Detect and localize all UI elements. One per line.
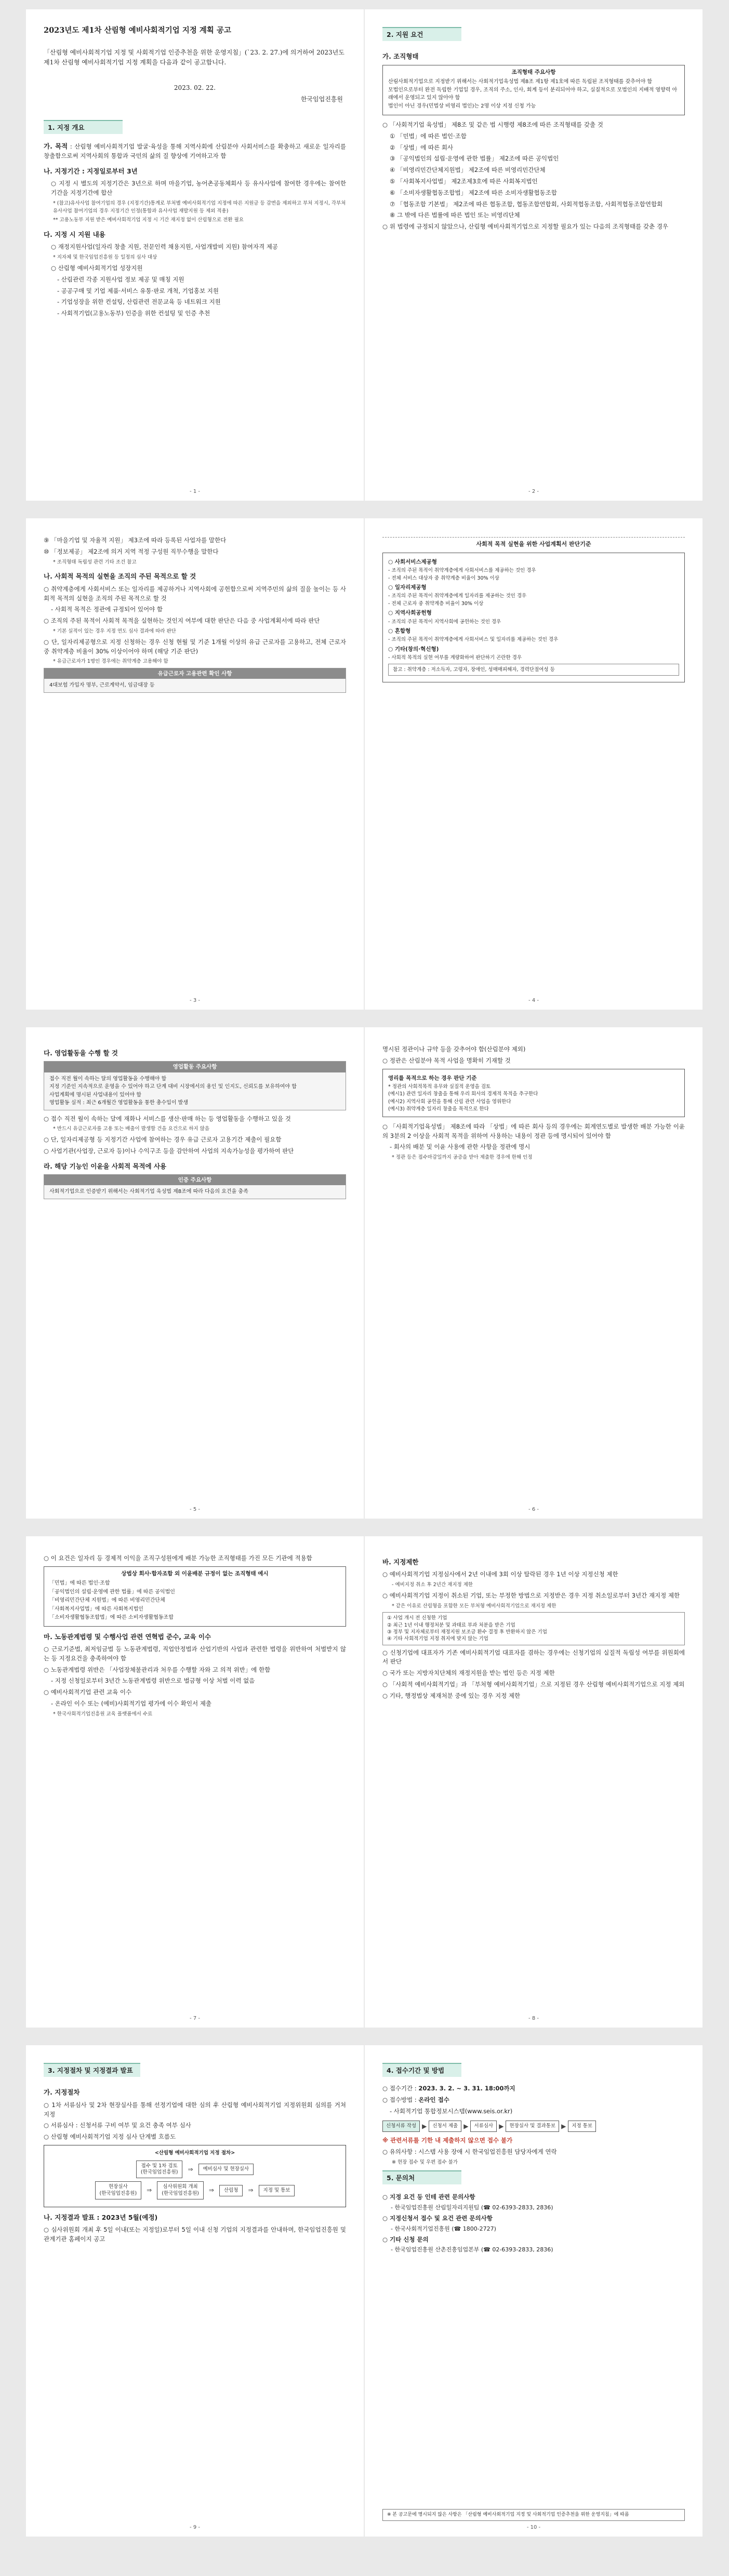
box-item: 「사회복지사업법」에 따른 사회복지법인	[49, 1606, 143, 1612]
note: * 기본 실적이 있는 경우 지정 연도 심사 결과에 따라 판단	[53, 628, 176, 634]
list-item: ④ 「비영리민간단체지원법」 제2조에 따른 비영리민간단체	[390, 166, 546, 174]
box-item: 「공익법인의 설립·운영에 관한 법률」에 따른 공익법인	[49, 1589, 175, 1595]
box-item: 「민법」에 따른 법인·조합	[49, 1580, 110, 1587]
paragraph: ○ 예비사회적기업 지정이 취소된 기업, 또는 부정한 방법으로 지정받은 경우 지정 취소일로부터 3년간 재지정 제한	[382, 1591, 680, 1599]
page-10	[365, 2045, 703, 2537]
gray-box-item: 사회적기업으로 인증받기 위해서는 사회적기업 육성법 제8조에 따라 다음의 요건을 충족	[49, 1189, 248, 1195]
paragraph: ○ 조직의 주된 목적이 사회적 목적을 실현하는 것인지 여부에 대한 판단은 다음 중 사업계획서에 따라 판단	[44, 617, 320, 625]
arrow-right-icon: ▶	[463, 2122, 469, 2130]
page-number: - 6 -	[528, 1506, 539, 1512]
diagram-step: 심사위원회 개최 (한국임업진흥원)	[157, 2181, 204, 2199]
restriction-item: ① 사업 개시 전 신청한 기업	[387, 1615, 447, 1621]
page-number: - 9 -	[190, 2524, 200, 2530]
contact-list	[382, 2193, 685, 2255]
info-box	[382, 65, 685, 115]
subheading: 바. 지정제한	[382, 1558, 419, 1566]
purpose-text: : 산림형 예비사회적기업 발굴·육성을 통해 지역사회에 산림분야 사회서비스를 확충하고 새로운 일자리를 창출함으로써 지역사회의 통합과 국민의 삶의 질 향상에 기여하고자 함	[44, 143, 346, 160]
flow-step: 신청서 제출	[429, 2121, 461, 2132]
criteria-text: - 사회적 목적의 실현 여부를 계량화하여 판단하기 곤란한 경우	[388, 655, 522, 661]
paragraph: ○ 1차 서류심사 및 2차 현장실사를 통해 선정기업에 대한 심의 후 산림형 예비사회적기업 지정위원회 심의를 거쳐 지정	[44, 2101, 346, 2118]
paragraph: ○ 신청기업에 대표자가 기존 예비사회적기업 대표자를 겸하는 경우에는 신청기업의 실질적 독립성 여부를 위원회에서 판단	[382, 1648, 685, 1666]
page-number: - 10 -	[526, 2524, 541, 2530]
paragraph: ○ 산림형 예비사회적기업 지정 심사 단계별 흐름도	[44, 2133, 176, 2141]
diagram-step: 지정 및 통보	[259, 2185, 295, 2196]
flow-step: 신청서류 작성	[382, 2121, 420, 2132]
contact-value: - 한국사회적기업진흥원 (☎ 1800-2727)	[391, 2225, 496, 2232]
note: * (참고)유사사업 참여기업의 경우 (지정기간)통계로 부처별 예비사회적기업 지정에 따른 지원금 등 감면을 제외하고 부처 지정시, 각부처 유사사업 참여기업의 경우 지정기간 인정(통합과 유사사업 재발지원 등 제외 적용)	[53, 200, 346, 214]
issuing-org: 한국임업진흥원	[300, 96, 343, 103]
page-number: - 4 -	[528, 997, 539, 1003]
page-number: - 2 -	[528, 488, 539, 494]
page-7	[26, 1536, 364, 2028]
example-item: (예시2) 지역사회 공헌을 통해 산림 관련 사업을 영위한다	[388, 1098, 511, 1105]
paragraph: ○ 단, 일자리제공형 등 지정기간 사업에 참여하는 경우 유급 근로자 고용기간 제출이 필요함	[44, 1136, 282, 1144]
arrow-right-icon: ⇒	[147, 2186, 152, 2194]
paragraph: ⑨ 「마을기업 및 자율적 지원」 제3조에 따라 등록된 사업자를 말한다	[44, 536, 227, 544]
paragraph: - 사회적 목적은 정관에 규정되어 있어야 함	[51, 606, 163, 613]
arrow-right-icon: ⇒	[248, 2186, 254, 2194]
restriction-box	[382, 1612, 685, 1645]
note: ※ 현장 접수 및 우편 접수 불가	[392, 2159, 458, 2165]
note: * 같은 이유로 산림형을 포함한 모든 부처형 예비사회적기업으로 재지정 제한	[392, 1603, 556, 1609]
box-title: 상법상 회사·합자조합 외 이윤배분 규정이 없는 조직형태 예시	[121, 1570, 269, 1577]
paragraph: ○ 예비사회적기업 관련 교육 이수	[44, 1688, 132, 1696]
paragraph: ○ 이 요건은 일자리 등 경제적 이익을 조직구성원에게 배분 가능한 조직형태를 가진 모든 기관에 적용함	[44, 1554, 312, 1562]
paragraph: ○ 기타, 행정법상 제재처분 중에 있는 경우 지정 제한	[382, 1692, 521, 1699]
example-box	[382, 1069, 685, 1117]
gray-box	[44, 1061, 346, 1110]
section-heading: 5. 문의처	[382, 2170, 461, 2184]
section-heading: 1. 지정 개요	[44, 120, 123, 134]
example-item: (예시3) 취약계층 일자리 창출을 목적으로 한다	[388, 1106, 489, 1112]
list-item: ② 「상법」에 따른 회사	[390, 143, 454, 151]
paragraph: ○ 근로기준법, 최저임금법 등 노동관계법령, 직업안정법과 산업기반의 사업과 관련한 법령을 위반하여 처벌받지 않는 등 지정요건을 충족하여야 함	[44, 1645, 346, 1662]
criteria-heading: 사회적 목적 실현을 위한 사업계획서 판단기준	[382, 537, 685, 548]
subheading: 가. 목적	[44, 142, 68, 151]
subheading: 나. 사회적 목적의 실현을 조직의 주된 목적으로 할 것	[44, 572, 196, 581]
section-heading: 2. 지원 요건	[382, 27, 461, 41]
diagram-step: 접수 및 1차 검토 (한국임업진흥원)	[136, 2161, 183, 2179]
paragraph: ○ 심사위원회 개최 후 5일 이내(또는 지정일)로부터 5일 이내 신청 기업의 지정결과를 안내하며, 한국임업진흥원 및 관계기관 홈페이지 공고	[44, 2226, 346, 2243]
list-item: - 사회적기업(고용노동부) 인증을 위한 컨설팅 및 인증 추천	[57, 310, 210, 317]
subheading: 라. 해당 기능인 이윤을 사회적 목적에 사용	[44, 1162, 167, 1170]
paragraph: ○ 서류심사 : 신청서류 구비 여부 및 요건 충족 여부 심사	[44, 2122, 191, 2129]
document-title: 2023년도 제1차 산림형 예비사회적기업 지정 계획 공고	[44, 26, 231, 35]
paragraph: ○ 취약계층에게 사회서비스 또는 일자리를 제공하거나 지역사회에 공헌함으로써 지역주민의 삶의 질을 높이는 등 사회적 목적의 실현을 조직의 주된 목적으로 할 것	[44, 585, 346, 602]
subheading: 가. 조직형태	[382, 52, 419, 61]
subheading: 나. 지정결과 발표 : 2023년 5월(예정)	[44, 2213, 158, 2222]
subheading: 나. 지정기간 : 지정일로부터 3년	[44, 167, 138, 175]
box-item: 산림사회적기업으로 지정받기 위해서는 사회적기업육성법 제8조 제1항 제1호에 따른 독립된 조직형태를 갖추어야 함	[388, 78, 653, 85]
criteria-text: - 조직의 주된 목적이 취약계층에게 사회서비스 및 일자리를 제공하는 것인 경우	[388, 637, 559, 643]
arrow-right-icon: ▶	[422, 2122, 427, 2130]
box-heading: 영리를 목적으로 하는 경우 판단 기준	[388, 1075, 477, 1081]
notice-date: 2023. 02. 22.	[174, 84, 216, 91]
paragraph: ○ 「사회적기업육성법」 제8조에 따라 「상법」에 따른 회사 등의 경우에는 회계연도별로 발생한 배분 가능한 이윤의 3분의 2 이상을 사회적 목적을 위하여 사용하는 내용이 정관 등에 명시되어 있어야 함	[382, 1122, 685, 1139]
gray-box-item: 사업계획에 명시된 사업내용이 있어야 함	[49, 1092, 141, 1098]
page-3	[26, 518, 364, 1010]
flow-step: 지정 통보	[568, 2121, 596, 2132]
gray-box	[44, 668, 346, 693]
box-item: 「소비자생활협동조합법」에 따른 소비자생활협동조합	[49, 1615, 174, 1621]
page-9	[26, 2045, 364, 2537]
section-heading: 4. 접수기간 및 방법	[382, 2063, 461, 2077]
list-item: - 기업성장을 위한 컨설팅, 산림관련 전문교육 등 네트워크 지원	[57, 298, 221, 306]
criteria-type: ○ 지역사회공헌형	[388, 610, 432, 616]
note: * 조직형태 독립성 관련 기타 조건 참고	[53, 559, 137, 565]
paragraph: ○ 정관은 산림분야 목적 사업을 명확히 기재할 것	[382, 1056, 511, 1064]
diagram-title: <산림형 예비사회적기업 지정 절차>	[154, 2150, 235, 2156]
subheading: 가. 지정절차	[44, 2088, 80, 2097]
paragraph: - 회사의 배분 및 이윤 사용에 관한 사항을 정관에 명시	[390, 1143, 531, 1151]
page-number: - 1 -	[190, 488, 200, 494]
flow-step: 서류심사	[470, 2121, 497, 2132]
note: * 유급근로자가 1명인 경우에는 취약계층 고용해야 함	[53, 659, 168, 665]
paragraph: ○ 산림형 예비사회적기업 성장지원	[51, 264, 143, 272]
paragraph: ○ 지정 시 별도의 지정기간은 3년으로 하며 마을기업, 농어촌공동체회사 등 유사사업에 참여한 경우에는 참여한 기간을 지정기간에 합산	[51, 180, 346, 197]
list-item: ⑤ 「사회복지사업법」 제2조제3호에 따른 사회복지법인	[390, 178, 538, 185]
warning-text: ※ 관련서류를 기한 내 제출하지 않으면 접수 불가	[382, 2137, 513, 2144]
paragraph: ○ 위 법령에 규정되지 않았으나, 산림형 예비사회적기업으로 지정할 필요가 있는 다음의 조직형태를 갖춘 경우	[382, 223, 669, 231]
list-item: ① 「민법」에 따른 법인·조합	[390, 132, 467, 140]
diagram-step: 예비심사 및 현장실사	[198, 2164, 254, 2175]
box-item: 「비영리민간단체 지원법」에 따른 비영리민간단체	[49, 1598, 165, 1604]
criteria-text: - 조직의 주된 목적이 지역사회에 공헌하는 것인 경우	[388, 619, 501, 625]
criteria-text: - 조직의 주된 목적이 취약계층에게 사회서비스를 제공하는 것인 경우	[388, 568, 536, 574]
gray-box-title: 인증 주요사항	[44, 1175, 346, 1185]
criteria-box	[382, 553, 685, 682]
criteria-type: ○ 사회서비스제공형	[388, 559, 437, 566]
note: * 정관 등은 접수마감일까지 공증을 받아 제출한 경우에 한해 인정	[392, 1155, 533, 1161]
page-number: - 8 -	[528, 2015, 539, 2021]
arrow-right-icon: ⇒	[188, 2165, 193, 2173]
arrow-right-icon: ▶	[561, 2122, 566, 2130]
gray-box-title: 영업활동 주요사항	[44, 1062, 346, 1072]
subheading: 다. 영업활동을 수행 할 것	[44, 1049, 118, 1057]
label: ○ 접수기간 :	[382, 2085, 417, 2092]
note: * 반드시 유급근로자를 고용 또는 배출이 발생할 건을 요건으로 하지 않음	[53, 1126, 210, 1132]
gray-box-title: 유급근로자 고용관련 확인 사항	[44, 668, 346, 679]
arrow-right-icon: ⇒	[208, 2186, 214, 2194]
footer-note: ※ 본 공고문에 명시되지 않은 사항은 「산림형 예비사회적기업 지정 및 사회적기업 인증추천을 위한 운영지침」에 따름	[382, 2509, 685, 2521]
list-item: ③ 「공익법인의 설립·운영에 관한 법률」 제2조에 따른 공익법인	[390, 155, 559, 163]
label: ○ 접수방법 :	[382, 2096, 417, 2104]
paragraph: ○ 국가 또는 지방자치단체의 재정지원을 받는 법인 등은 지정 제한	[382, 1669, 555, 1677]
note: ** 고용노동부 지원 받은 예비사회적기업 지정 시 기간 재지정 없이 산림형으로 전환 필요	[53, 217, 244, 223]
paragraph: - 사회적기업 통합정보시스템(www.seis.or.kr)	[390, 2108, 513, 2115]
page-4	[365, 518, 703, 1010]
note: * 한국사회적기업진흥원 교육 플랫폼에서 수료	[53, 1711, 153, 1717]
paragraph: - 지정 신청일로부터 3년간 노동관계법령 위반으로 벌금형 이상 처벌 이력 없음	[51, 1677, 255, 1685]
paragraph: ○ 단, 일자리제공형으로 지정 신청하는 경우 신청 현월 및 기준 1개월 이상의 유급 근로자를 고용하고, 전체 근로자 중 취약계층 비율이 30% 이상이어야 하며 (해당 기준 판단)	[44, 638, 346, 655]
note: * 지자체 및 한국임업진흥원 등 일정의 심사 대상	[53, 254, 157, 261]
example-item: (예시1) 관련 일자리 창출을 통해 우리 회사의 경제적 목적을 추구한다	[388, 1091, 538, 1097]
criteria-type: ○ 혼합형	[388, 628, 411, 635]
paragraph: ○ 「사회적기업 육성법」 제8조 및 같은 법 시행령 제8조에 따른 조직형태를 갖출 것	[382, 120, 603, 128]
contact-title: ○ 지정 요건 등 인테 관련 문의사항	[382, 2193, 475, 2201]
restriction-item: ② 최근 1년 이내 행정처분 및 과태료 부과 처분을 받은 기업	[387, 1622, 515, 1628]
diagram-step: 현장실사 (한국임업진흥원)	[95, 2181, 142, 2199]
section-heading: 3. 지정절차 및 지정결과 발표	[44, 2063, 140, 2077]
page-5	[26, 1027, 364, 1519]
list-item: - 산림관련 각종 지원사업 정보 제공 및 매칭 지원	[57, 275, 184, 283]
page-1	[26, 9, 364, 501]
list-item: ⑥ 「소비자생활협동조합법」 제2조에 따른 소비자생활협동조합	[390, 189, 557, 196]
list-item: ⑦ 「협동조합 기본법」 제2조에 따른 협동조합, 협동조합연합회, 사회적협동조합, 사회적협동조합연합회	[390, 200, 663, 208]
process-diagram	[44, 2145, 346, 2207]
criteria-text: - 전체 근로자 중 취약계층 비율이 30% 이상	[388, 600, 484, 607]
receipt-method: 온라인 접수	[418, 2096, 449, 2104]
gray-box	[44, 1174, 346, 1199]
gray-box-item: 4대보험 가입자 명부, 근로계약서, 임금대장 등	[49, 682, 155, 689]
page-6	[365, 1027, 703, 1519]
paragraph: ○ 재정지원사업(일자리 창출 지원, 전문인력 채용지원, 사업개발비 지원) 참여자격 제공	[51, 243, 278, 251]
box-item: 법인이 아닌 경우(민법상 비영리 법인)는 2명 이상 지정 신청 가능	[388, 103, 536, 110]
contact-title: ○ 기타 신청 문의	[382, 2235, 429, 2243]
arrow-right-icon: ▶	[499, 2122, 504, 2130]
restriction-item: ③ 정부 및 지자체로부터 재정지원 보조금 환수 결정 후 반환하지 않은 기업	[387, 1629, 547, 1635]
criteria-type: ○ 일자리제공형	[388, 584, 427, 591]
page-number: - 3 -	[190, 997, 200, 1003]
page-number: - 7 -	[190, 2015, 200, 2021]
gray-box-item: 지정 기준인 지속적으로 운영을 수 있어야 하고 단계 대비 시장에서의 용인 및 인지도, 신뢰도를 보유하여야 함	[49, 1084, 297, 1090]
receipt-period: 2023. 3. 2. ~ 3. 31. 18:00까지	[418, 2085, 515, 2092]
page-2	[365, 9, 703, 501]
paragraph: ○ 예비사회적기업 지정심사에서 2년 이내에 3회 이상 탈락된 경우 1년 이상 지정신청 제한	[382, 1571, 618, 1578]
diagram-step: 산림청	[219, 2185, 243, 2196]
paragraph: - 온라인 이수 또는 (예비)사회적기업 평가에 이수 확인서 제출	[51, 1699, 211, 1707]
criteria-text: - 조직의 주된 목적이 취약계층에게 일자리를 제공하는 것인 경우	[388, 593, 527, 599]
flow-step: 현장실사 및 결과통보	[506, 2121, 559, 2132]
paragraph: ⑩ 「정보제공」 제2조에 의거 지역 적정 구성원 직무수행을 말한다	[44, 547, 219, 555]
criteria-text: - 전체 서비스 대상자 중 취약계층 비율이 30% 이상	[388, 575, 499, 581]
list-item: ⑧ 그 밖에 다른 법률에 따른 법인 또는 비영리단체	[390, 211, 520, 219]
inset-note: 참고 : 취약계층 : 저소득자, 고령자, 장애인, 성매매피해자, 경력단절여성 등	[388, 664, 679, 676]
restriction-item: ④ 기타 사회적기업 지정 취지에 맞지 않는 기업	[387, 1636, 488, 1642]
subheading: 다. 지정 시 지원 내용	[44, 231, 105, 238]
info-box	[44, 1566, 346, 1627]
box-title: 조직형태 주요사항	[511, 69, 556, 75]
page-number: - 5 -	[190, 1506, 200, 1512]
box-note: * 정관의 사회적목적 유무와 실질적 운영을 검토	[388, 1083, 491, 1090]
box-item: 모법인으로부터 완전 독립한 기업일 경우, 조직의 주소, 인사, 회계 등이 분리되어야 하고, 실질적으로 모법인의 지배적 영향력 아래에서 운영되고 있지 않아야 함	[388, 87, 678, 101]
gray-box-item: 접수 직전 월이 속하는 달의 영업활동을 수행해야 함	[49, 1076, 167, 1082]
paragraph: ○ 「사회적 예비사회적기업」과 「부처형 예비사회적기업」으로 지정된 경우 산림형 예비사회적기업으로 지정 제외	[382, 1681, 685, 1688]
paragraph: ○ 사업기관(사업장, 근로자 등)이나 수익구조 등을 감안하여 사업의 지속가능성을 평가하여 판단	[44, 1147, 294, 1155]
application-flow	[382, 2121, 685, 2132]
contact-title: ○ 지정신청서 접수 및 요건 관련 문의사항	[382, 2214, 493, 2222]
gray-box-item: 영업활동 실적 : 최근 6개월간 영업활동을 통한 총수입이 발생	[49, 1100, 189, 1106]
paragraph: ○ 접수 직전 월이 속하는 달에 재화나 서비스를 생산·판매 하는 등 영업활동을 수행하고 있을 것	[44, 1115, 291, 1122]
criteria-type: ○ 기타(창의·혁신형)	[388, 646, 439, 652]
page-8	[365, 1536, 703, 2028]
list-item: - 공공구매 및 기업 제품·서비스 유통·판로 개척, 기업홍보 지원	[57, 287, 219, 294]
paragraph: ○ 유의사항 : 시스템 사용 장애 시 한국임업진흥원 담당자에게 연락	[382, 2148, 557, 2155]
paragraph: 명시된 정관이나 규약 등을 갖추어야 함(산림분야 제외)	[382, 1045, 526, 1053]
contact-value: - 한국임업진흥원 산림일자리지원팀 (☎ 02-6393-2833, 2836)	[391, 2204, 553, 2211]
contact-value: - 한국임업진흥원 산촌진흥임업본부 (☎ 02-6393-2833, 2836)	[391, 2246, 553, 2253]
intro-text: 「산림형 예비사회적기업 지정 및 사회적기업 인증추천을 위한 운영지침」(`23. 2. 27.)에 의거하여 2023년도 제1차 산림형 예비사회적기업 지정 계획을 다음과 같이 공고합니다.	[44, 49, 344, 66]
note: - 예비지정 취소 후 2년간 재지정 제한	[392, 1582, 473, 1588]
subheading: 마. 노동관계법령 및 수행사업 관련 연혁법 준수, 교육 이수	[44, 1632, 211, 1641]
paragraph: ○ 노동관계법령 위반은 「사업장체불관리과 처우를 수행할 자와 고 의적 위반」에 한함	[44, 1666, 271, 1673]
